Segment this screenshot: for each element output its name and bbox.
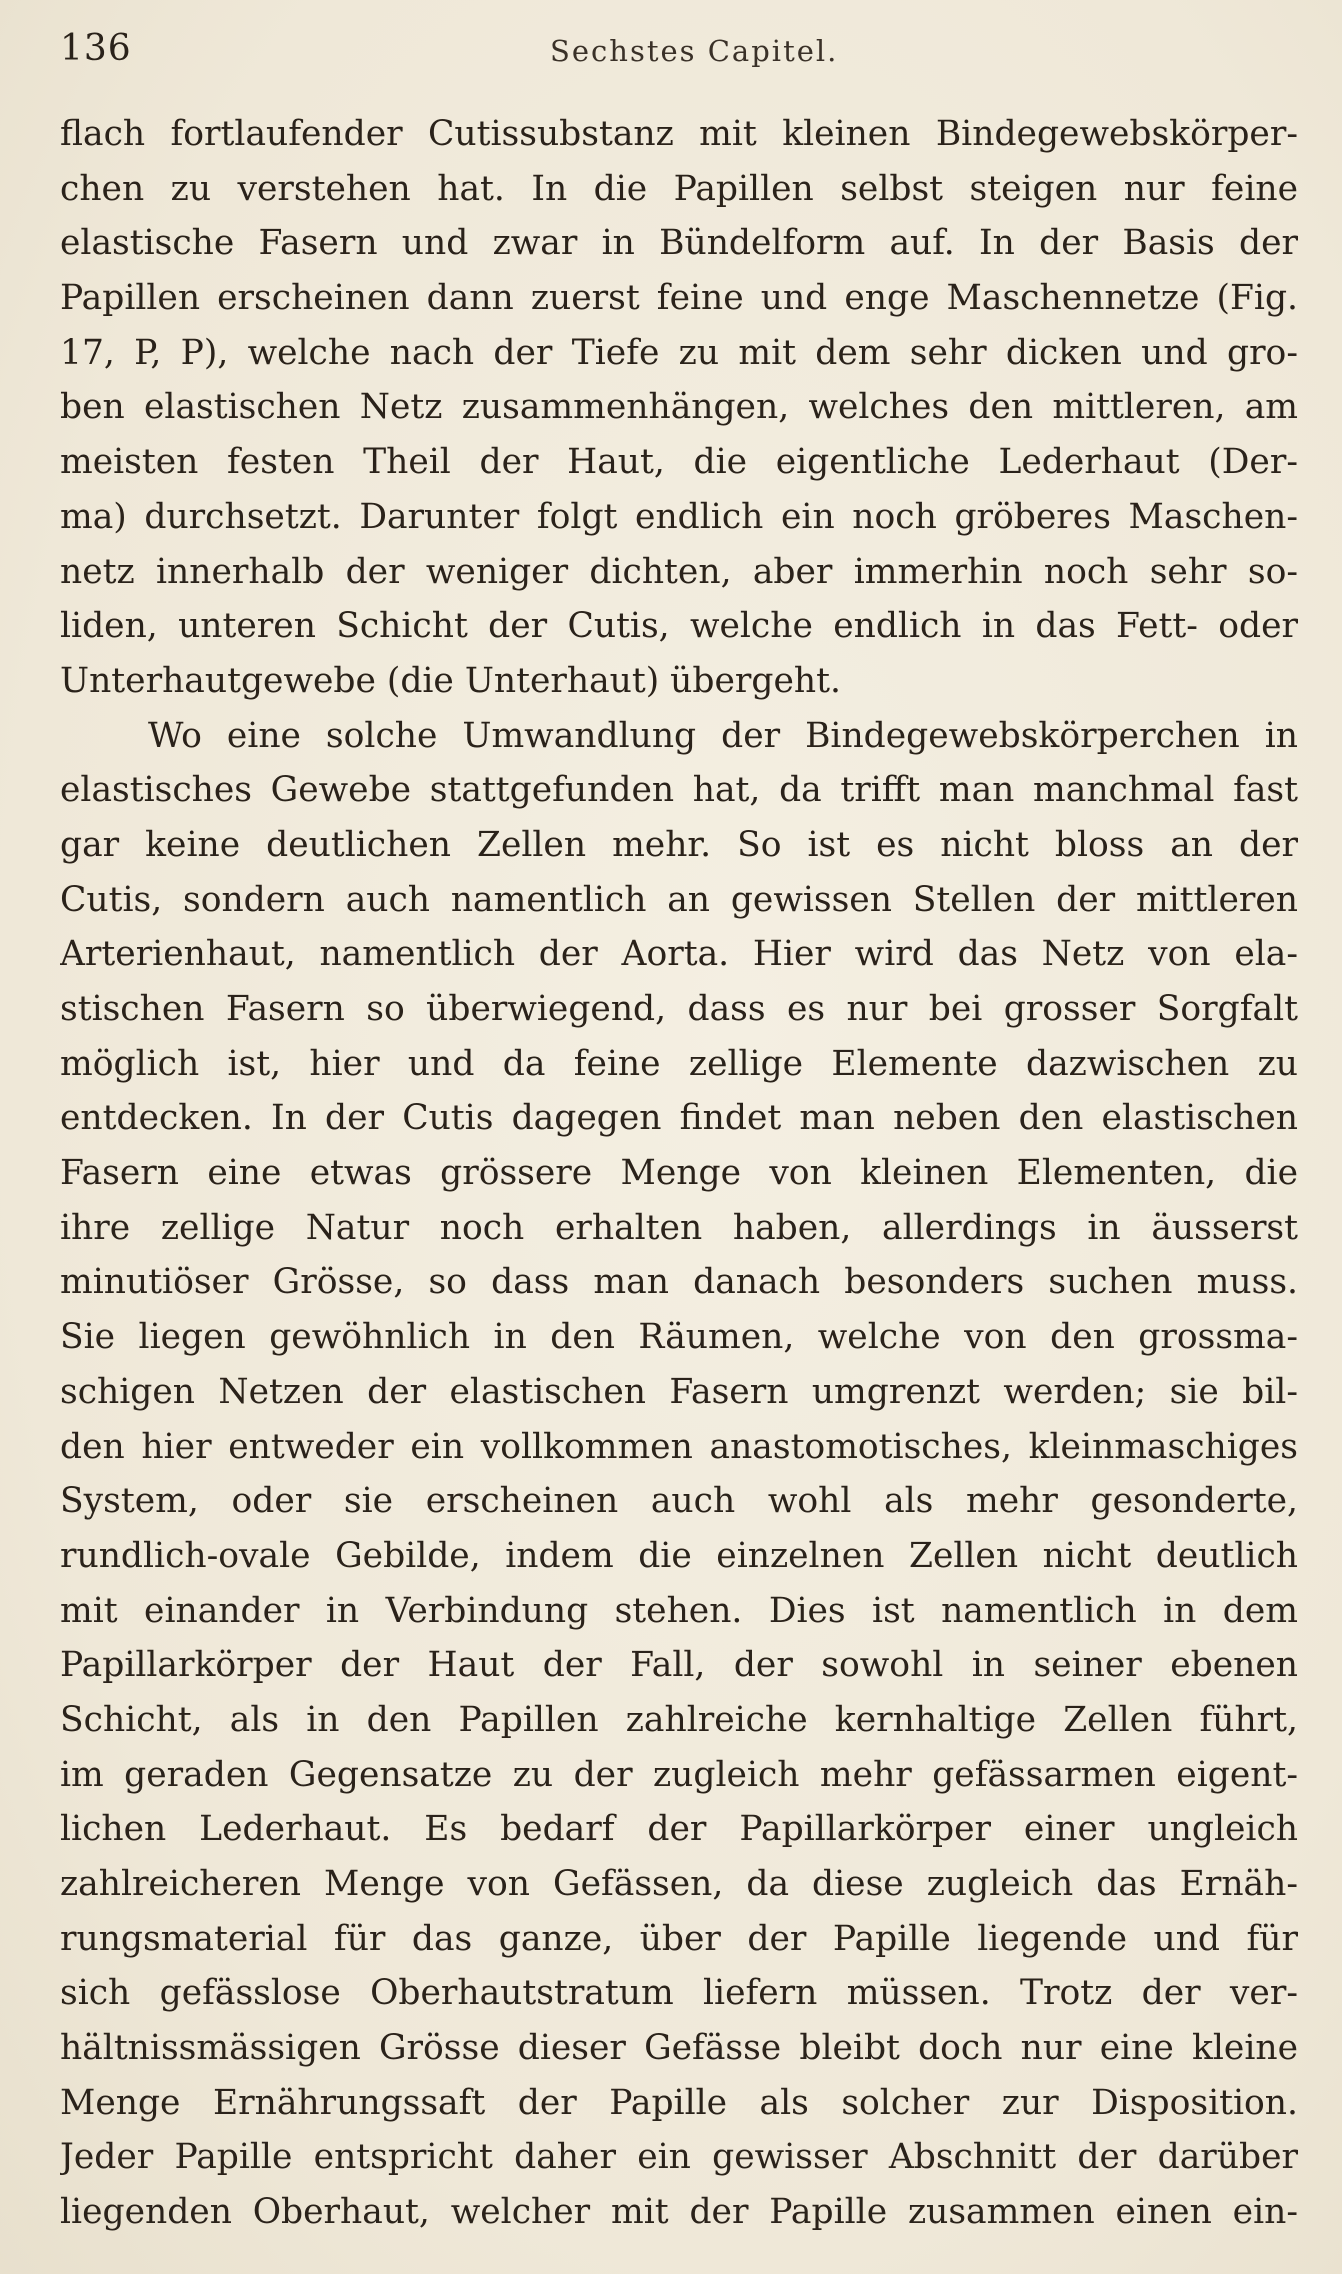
text-line: meisten festen Theil der Haut, die eigentliche Lederhaut (Der-: [60, 442, 1298, 483]
text-line: flach fortlaufender Cutissubstanz mit kleinen Bindegewebskörper-: [60, 114, 1298, 154]
text-line: Arterienhaut, namentlich der Aorta. Hier wird das Netz von ela-: [60, 934, 1298, 975]
text-line: lichen Lederhaut. Es bedarf der Papillarkörper einer ungleich: [60, 1809, 1298, 1850]
text-line: stischen Fasern so überwiegend, dass es nur bei grosser Sorgfalt: [60, 989, 1298, 1029]
text-line: entdecken. In der Cutis dagegen findet man neben den elastischen: [60, 1098, 1298, 1139]
running-head: [60, 28, 1290, 68]
text-line: chen zu verstehen hat. In die Papillen selbst steigen nur feine: [60, 168, 1298, 209]
text-line: ben elastischen Netz zusammenhängen, welches den mittleren, am: [60, 387, 1298, 428]
text-line: liegenden Oberhaut, welcher mit der Papille zusammen einen ein-: [60, 2192, 1298, 2233]
text-line: hältnissmässigen Grösse dieser Gefässe bleibt doch nur eine kleine: [60, 2028, 1298, 2069]
text-line: elastisches Gewebe stattgefunden hat, da trifft man manchmal fast: [60, 770, 1298, 811]
text-line: Jeder Papille entspricht daher ein gewisser Abschnitt der darüber: [60, 2137, 1298, 2178]
body-text: [60, 107, 1298, 2240]
text-line: möglich ist, hier und da feine zellige Elemente dazwischen zu: [60, 1043, 1298, 1084]
text-line: zahlreicheren Menge von Gefässen, da diese zugleich das Ernäh-: [60, 1864, 1298, 1904]
chapter-title: Sechstes Capitel.: [550, 34, 839, 68]
text-line: Cutis, sondern auch namentlich an gewissen Stellen der mittleren: [60, 879, 1298, 920]
text-line: netz innerhalb der weniger dichten, aber immerhin noch sehr so-: [60, 551, 1298, 592]
paragraph-start-line: Wo eine solche Umwandlung der Bindegewebskörperchen in: [148, 715, 1298, 756]
text-line: schigen Netzen der elastischen Fasern umgrenzt werden; sie bil-: [60, 1371, 1298, 1412]
text-line: den hier entweder ein vollkommen anastomotisches, kleinmaschiges: [60, 1426, 1298, 1467]
text-line: ihre zellige Natur noch erhalten haben, allerdings in äusserst: [60, 1207, 1298, 1248]
text-line: sich gefässlose Oberhautstratum liefern müssen. Trotz der ver-: [60, 1973, 1298, 2014]
text-line: Fasern eine etwas grössere Menge von kleinen Elementen, die: [60, 1153, 1298, 1194]
text-line: im geraden Gegensatze zu der zugleich mehr gefässarmen eigent-: [60, 1754, 1298, 1795]
text-line: gar keine deutlichen Zellen mehr. So ist es nicht bloss an der: [60, 824, 1298, 865]
text-line: Sie liegen gewöhnlich in den Räumen, welche von den grossma-: [60, 1317, 1298, 1358]
text-line: Menge Ernährungssaft der Papille als solcher zur Disposition.: [60, 2082, 1298, 2123]
text-line: Schicht, als in den Papillen zahlreiche kernhaltige Zellen führt,: [60, 1699, 1298, 1740]
text-line: Papillarkörper der Haut der Fall, der sowohl in seiner ebenen: [60, 1645, 1298, 1686]
text-line: elastische Fasern und zwar in Bündelform auf. In der Basis der: [60, 223, 1298, 264]
text-line: rungsmaterial für das ganze, über der Papille liegende und für: [60, 1918, 1298, 1959]
text-line: mit einander in Verbindung stehen. Dies ist namentlich in dem: [60, 1590, 1298, 1631]
text-line: minutiöser Grösse, so dass man danach besonders suchen muss.: [60, 1262, 1298, 1303]
paragraph-end-line: Unterhautgewebe (die Unterhaut) übergeht.: [60, 660, 841, 701]
text-line: rundlich-ovale Gebilde, indem die einzelnen Zellen nicht deutlich: [60, 1535, 1298, 1576]
text-line: ma) durchsetzt. Darunter folgt endlich ein noch gröberes Maschen-: [60, 496, 1298, 537]
text-line: liden, unteren Schicht der Cutis, welche endlich in das Fett- oder: [60, 606, 1298, 647]
text-line: 17, P, P), welche nach der Tiefe zu mit dem sehr dicken und gro-: [60, 332, 1298, 373]
text-line: System, oder sie erscheinen auch wohl als mehr gesonderte,: [60, 1481, 1298, 1522]
text-line: Papillen erscheinen dann zuerst feine und enge Maschennetze (Fig.: [60, 278, 1298, 319]
page-number: 136: [60, 28, 132, 69]
